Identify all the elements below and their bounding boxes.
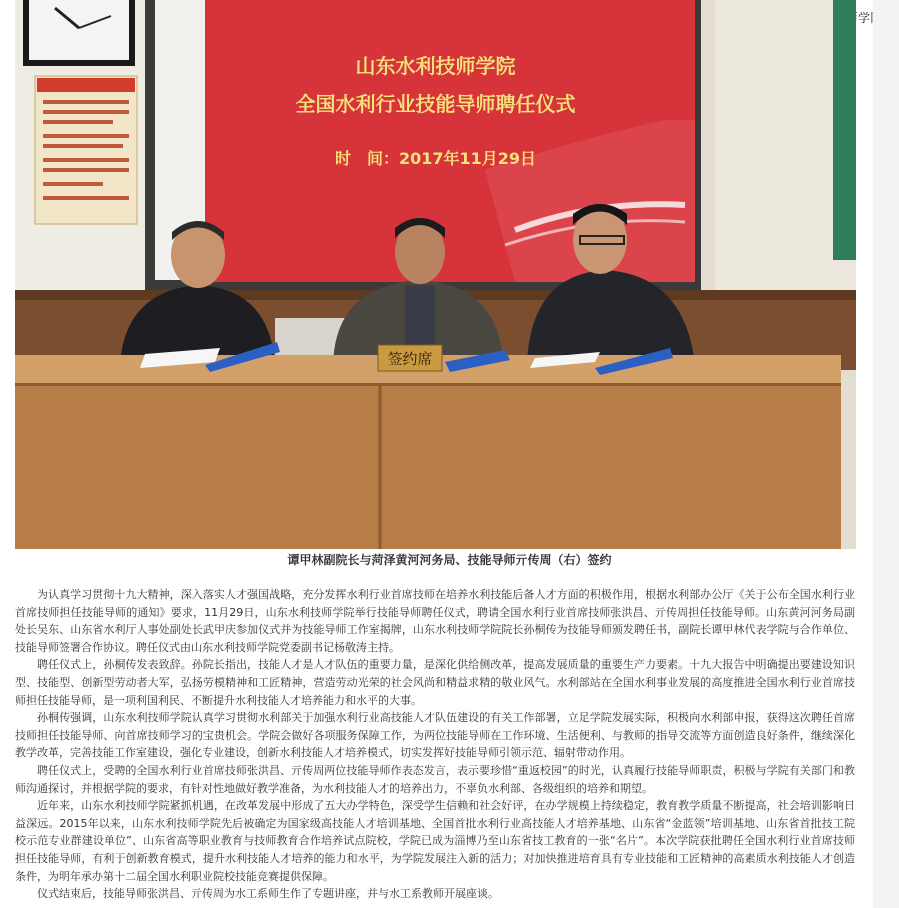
article-body	[15, 586, 855, 903]
banner-line-3: 时 间：2017年11月29日	[334, 149, 537, 168]
photo-illustration	[15, 0, 856, 549]
article-paragraph: 仪式结束后，技能导师张洪昌、亓传周为水工系师生作了专题讲座，并与水工系教师开展座谈。	[37, 887, 499, 901]
signing-table	[15, 355, 841, 549]
article-paragraph: 孙桐传强调，山东水利技师学院认真学习贯彻水利部关于加强水利行业高技能人才队伍建设的有关工作部署，立足学院发展实际，积极向水利部申报，获得这次聘任首席技师担任技能导师、向首席技师学习的宝贵机会。学院会做好各项服务保障工作，为两位技能导师在工作环境、生活便利、与教师的指导交流等方面创造良好条件，继续深化教学改革，完善技能工作室建设，强化专业建设，创新水利技能人才培养模式，切实发挥好技能导师引领示范、辐射带动作用。	[15, 711, 855, 760]
desk-sign: 签约席	[387, 350, 433, 368]
article-paragraph: 为认真学习贯彻十九大精神，深入落实人才强国战略，充分发挥水利行业首席技师在培养水利技能后备人才方面的积极作用，根据水利部办公厅《关于公布全国水利行业首席技师担任技能导师的通知》要求，11月29日，山东水利技师学院举行技能导师聘任仪式，聘请全国水利行业首席技师张洪昌、亓传周担任技能导师。山东黄河河务局副处长吴东、山东省水利厅人事处副处长武甲庆参加仪式并为技能导师工作室揭牌，山东水利技师学院院长孙桐传为技能导师颁发聘任书，副院长谭甲林代表学院与合作单位、技能导师签署合作协议。聘任仪式由山东水利技师学院党委副书记杨敬涛主持。	[15, 588, 855, 654]
banner-line-2: 全国水利行业技能导师聘任仪式	[295, 92, 576, 116]
article-paragraph: 聘任仪式上，孙桐传发表致辞。孙院长指出，技能人才是人才队伍的重要力量，是深化供给侧改革，提高发展质量的重要生产力要素。十九大报告中明确提出要建设知识型、技能型、创新型劳动者大军，弘扬劳模精神和工匠精神，营造劳动光荣的社会风尚和精益求精的敬业风气。水利部站在全国水利事业发展的高度推进全国水利行业首席技师担任技能导师，是一项利国利民、不断提升水利技能人才培养能力和水平的大事。	[15, 658, 855, 707]
page-scrollbar[interactable]	[873, 0, 899, 908]
signing-ceremony-photo	[15, 0, 856, 549]
article-paragraph: 聘任仪式上，受聘的全国水利行业首席技师张洪昌、亓传周两位技能导师作表态发言，表示要珍惜“重返校园”的时光，认真履行技能导师职责，积极与学院有关部门和教师沟通探讨，并根据学院的要求，有针对性地做好教学准备，为水利技能人才的培养出力，不辜负水利部、各级组织的培养和期望。	[15, 763, 855, 795]
photo-caption: 谭甲林副院长与菏泽黄河河务局、技能导师亓传周（右）签约	[287, 553, 612, 567]
article-paragraph: 近年来，山东水利技师学院紧抓机遇，在改革发展中形成了五大办学特色，深受学生信赖和社会好评，在办学规模上持续稳定，教育教学质量不断提高，社会培训影响日益深远。2015年以来，山东水利技师学院先后被确定为国家级高技能人才培训基地、全国首批水利行业高技能人才培养基地、山东省“金蓝领”培训基地、山东省首批技工院校示范专业群建设单位”、山东省高等职业教育与技师教育合作培养试点院校，学院已成为淄博乃至山东省技工教育的一张“名片”。本次学院获批聘任全国水利行业首席技师担任技能导师，有利于创新教育模式，提升水利技能人才培养的能力和水平，为学院发展注入新的活力；对加快推进培育具有专业技能和工匠精神的高素质水利技能人才创造条件，为明年承办第十二届全国水利职业院校技能竞赛提供保障。	[15, 799, 855, 883]
banner-line-1: 山东水利技师学院	[355, 54, 516, 78]
